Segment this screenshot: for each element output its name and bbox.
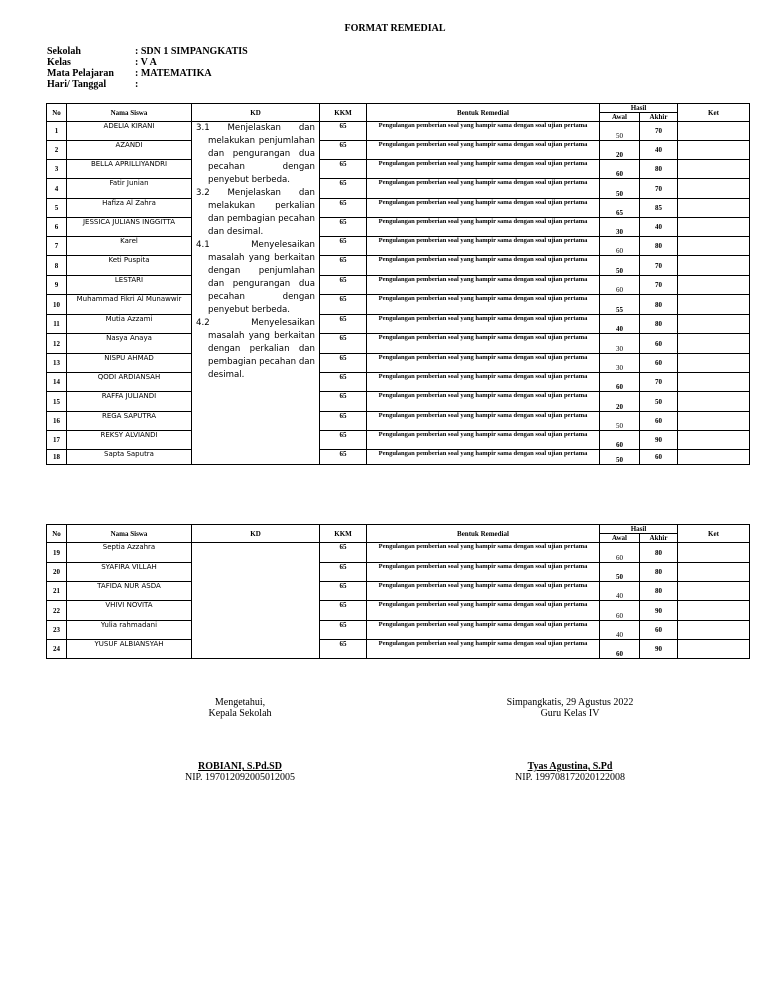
ket-cell	[678, 334, 750, 354]
score-akhir: 70	[640, 122, 678, 141]
student-name: AZANDI	[67, 141, 192, 160]
student-name: Mutia Azzami	[67, 315, 192, 334]
kd-item: 4.2 Menyelesaikan masalah yang berkaitan dengan perkalian dan pembagian pecahan dan desimal.	[196, 318, 315, 380]
table-row	[47, 276, 750, 295]
score-awal: 60	[600, 543, 640, 563]
ket-cell	[678, 601, 750, 621]
remedial-form: Pengulangan pemberian soal yang hampir sama dengan soal ujian pertama	[367, 160, 600, 179]
table-row	[47, 621, 750, 640]
row-no: 24	[47, 640, 67, 659]
remedial-form: Pengulangan pemberian soal yang hampir sama dengan soal ujian pertama	[367, 122, 600, 141]
sig-left-name: ROBIANI, S.Pd.SD	[198, 761, 282, 772]
kkm-value: 65	[320, 563, 367, 582]
row-no: 9	[47, 276, 67, 295]
row-no: 6	[47, 218, 67, 237]
score-akhir: 40	[640, 141, 678, 160]
ket-cell	[678, 621, 750, 640]
score-awal: 40	[600, 582, 640, 601]
signature-left	[160, 697, 320, 783]
row-no: 11	[47, 315, 67, 334]
ket-cell	[678, 199, 750, 218]
row-no: 20	[47, 563, 67, 582]
kkm-value: 65	[320, 256, 367, 276]
score-awal: 50	[600, 256, 640, 276]
header-hasil: Hasil	[600, 104, 678, 113]
score-awal: 50	[600, 122, 640, 141]
table-2-body	[47, 543, 750, 659]
remedial-form: Pengulangan pemberian soal yang hampir sama dengan soal ujian pertama	[367, 563, 600, 582]
kkm-value: 65	[320, 237, 367, 256]
score-awal: 60	[600, 237, 640, 256]
kd-item: 4.1 Menyelesaikan masalah yang berkaitan dengan penjumlahan dan pengurangan dua pecahan dengan penyebut berbeda.	[196, 240, 315, 315]
remedial-table-1	[46, 103, 750, 465]
row-no: 10	[47, 295, 67, 315]
remedial-table-2	[46, 524, 750, 659]
header-nama: Nama Siswa	[67, 525, 192, 543]
kkm-value: 65	[320, 179, 367, 199]
kkm-value: 65	[320, 315, 367, 334]
header-no: No	[47, 525, 67, 543]
row-no: 23	[47, 621, 67, 640]
ket-cell	[678, 640, 750, 659]
row-no: 16	[47, 412, 67, 431]
header-akhir: Akhir	[640, 534, 678, 543]
header-nama: Nama Siswa	[67, 104, 192, 122]
student-name: REGA SAPUTRA	[67, 412, 192, 431]
ket-cell	[678, 563, 750, 582]
ket-cell	[678, 412, 750, 431]
student-name: YUSUF ALBIANSYAH	[67, 640, 192, 659]
score-awal: 65	[600, 199, 640, 218]
row-no: 2	[47, 141, 67, 160]
kd-item: 3.2 Menjelaskan dan melakukan perkalian dan pembagian pecahan dan desimal.	[196, 188, 315, 237]
student-name: Muhammad Fikri Al Munawwir	[67, 295, 192, 315]
ket-cell	[678, 276, 750, 295]
score-akhir: 60	[640, 334, 678, 354]
kkm-value: 65	[320, 295, 367, 315]
table-row	[47, 179, 750, 199]
kkm-value: 65	[320, 218, 367, 237]
kkm-value: 65	[320, 601, 367, 621]
ket-cell	[678, 237, 750, 256]
score-awal: 50	[600, 450, 640, 465]
student-name: Nasya Anaya	[67, 334, 192, 354]
kkm-value: 65	[320, 160, 367, 179]
header-akhir: Akhir	[640, 113, 678, 122]
info-row-sekolah	[47, 46, 248, 57]
ket-cell	[678, 218, 750, 237]
kd-cell	[192, 122, 320, 465]
table-row	[47, 354, 750, 373]
kkm-value: 65	[320, 122, 367, 141]
header-ket: Ket	[678, 525, 750, 543]
sig-left-nip: NIP. 197012092005012005	[184, 772, 295, 783]
table-row	[47, 237, 750, 256]
table-row	[47, 543, 750, 563]
table-row	[47, 160, 750, 179]
kkm-value: 65	[320, 276, 367, 295]
remedial-form: Pengulangan pemberian soal yang hampir sama dengan soal ujian pertama	[367, 373, 600, 392]
student-name: SYAFIRA VILLAH	[67, 563, 192, 582]
score-awal: 30	[600, 334, 640, 354]
kkm-value: 65	[320, 621, 367, 640]
score-awal: 50	[600, 412, 640, 431]
score-akhir: 70	[640, 276, 678, 295]
student-name: Karel	[67, 237, 192, 256]
student-name: Hafiza Al Zahra	[67, 199, 192, 218]
student-name: NISPU AHMAD	[67, 354, 192, 373]
info-row-mapel	[47, 68, 248, 79]
score-akhir: 80	[640, 237, 678, 256]
table-row	[47, 450, 750, 465]
row-no: 5	[47, 199, 67, 218]
student-name: JESSICA JULIANS INGGITTA	[67, 218, 192, 237]
score-awal: 60	[600, 640, 640, 659]
score-akhir: 80	[640, 543, 678, 563]
remedial-form: Pengulangan pemberian soal yang hampir sama dengan soal ujian pertama	[367, 295, 600, 315]
score-akhir: 90	[640, 431, 678, 450]
ket-cell	[678, 543, 750, 563]
ket-cell	[678, 160, 750, 179]
student-name: Keti Puspita	[67, 256, 192, 276]
info-row-kelas	[47, 57, 248, 68]
row-no: 3	[47, 160, 67, 179]
remedial-form: Pengulangan pemberian soal yang hampir sama dengan soal ujian pertama	[367, 450, 600, 465]
score-akhir: 50	[640, 392, 678, 412]
header-kd: KD	[192, 525, 320, 543]
score-akhir: 60	[640, 450, 678, 465]
row-no: 1	[47, 122, 67, 141]
remedial-form: Pengulangan pemberian soal yang hampir sama dengan soal ujian pertama	[367, 179, 600, 199]
score-awal: 60	[600, 276, 640, 295]
remedial-form: Pengulangan pemberian soal yang hampir sama dengan soal ujian pertama	[367, 412, 600, 431]
sig-right-nip: NIP. 199708172020122008	[514, 772, 625, 783]
table-row	[47, 295, 750, 315]
ket-cell	[678, 582, 750, 601]
student-name: Septia Azzahra	[67, 543, 192, 563]
header-ket: Ket	[678, 104, 750, 122]
score-awal: 60	[600, 160, 640, 179]
kd-item: 3.1 Menjelaskan dan melakukan penjumlahan dan pengurangan dua pecahan dengan penyebut berbeda.	[196, 123, 315, 185]
kkm-value: 65	[320, 354, 367, 373]
remedial-form: Pengulangan pemberian soal yang hampir sama dengan soal ujian pertama	[367, 141, 600, 160]
score-awal: 40	[600, 621, 640, 640]
ket-cell	[678, 450, 750, 465]
kkm-value: 65	[320, 431, 367, 450]
remedial-form: Pengulangan pemberian soal yang hampir sama dengan soal ujian pertama	[367, 276, 600, 295]
table-row	[47, 122, 750, 141]
row-no: 14	[47, 373, 67, 392]
ket-cell	[678, 392, 750, 412]
table-row	[47, 218, 750, 237]
score-akhir: 60	[640, 621, 678, 640]
table-row	[47, 582, 750, 601]
kkm-value: 65	[320, 373, 367, 392]
ket-cell	[678, 354, 750, 373]
kkm-value: 65	[320, 199, 367, 218]
info-row-tanggal	[47, 79, 248, 90]
score-akhir: 70	[640, 179, 678, 199]
score-akhir: 80	[640, 315, 678, 334]
score-akhir: 85	[640, 199, 678, 218]
sig-right-line2: Guru Kelas IV	[540, 708, 600, 719]
student-name: Yulia rahmadani	[67, 621, 192, 640]
ket-cell	[678, 141, 750, 160]
info-value: :	[135, 79, 139, 90]
info-block	[47, 46, 248, 90]
table-row	[47, 256, 750, 276]
table-row	[47, 601, 750, 621]
remedial-form: Pengulangan pemberian soal yang hampir sama dengan soal ujian pertama	[367, 354, 600, 373]
row-no: 7	[47, 237, 67, 256]
score-akhir: 60	[640, 412, 678, 431]
table-row	[47, 141, 750, 160]
table-row	[47, 315, 750, 334]
score-akhir: 60	[640, 354, 678, 373]
header-no: No	[47, 104, 67, 122]
score-akhir: 80	[640, 582, 678, 601]
row-no: 4	[47, 179, 67, 199]
row-no: 12	[47, 334, 67, 354]
info-label: Mata Pelajaran	[47, 68, 114, 79]
row-no: 22	[47, 601, 67, 621]
sig-left-line1: Mengetahui,	[214, 697, 266, 708]
header-hasil: Hasil	[600, 525, 678, 534]
score-awal: 30	[600, 354, 640, 373]
table-row	[47, 412, 750, 431]
remedial-form: Pengulangan pemberian soal yang hampir sama dengan soal ujian pertama	[367, 334, 600, 354]
score-awal: 60	[600, 431, 640, 450]
remedial-form: Pengulangan pemberian soal yang hampir sama dengan soal ujian pertama	[367, 199, 600, 218]
ket-cell	[678, 315, 750, 334]
kd-cell	[192, 543, 320, 659]
table-row	[47, 392, 750, 412]
table-row	[47, 373, 750, 392]
remedial-form: Pengulangan pemberian soal yang hampir sama dengan soal ujian pertama	[367, 315, 600, 334]
header-kkm: KKM	[320, 104, 367, 122]
ket-cell	[678, 373, 750, 392]
remedial-form: Pengulangan pemberian soal yang hampir sama dengan soal ujian pertama	[367, 640, 600, 659]
student-name: QODI ARDIANSAH	[67, 373, 192, 392]
header-bentuk: Bentuk Remedial	[367, 525, 600, 543]
remedial-form: Pengulangan pemberian soal yang hampir sama dengan soal ujian pertama	[367, 621, 600, 640]
score-akhir: 80	[640, 295, 678, 315]
row-no: 13	[47, 354, 67, 373]
row-no: 15	[47, 392, 67, 412]
header-kd: KD	[192, 104, 320, 122]
score-awal: 55	[600, 295, 640, 315]
ket-cell	[678, 256, 750, 276]
score-akhir: 70	[640, 256, 678, 276]
remedial-form: Pengulangan pemberian soal yang hampir sama dengan soal ujian pertama	[367, 601, 600, 621]
score-awal: 50	[600, 563, 640, 582]
score-awal: 20	[600, 392, 640, 412]
row-no: 18	[47, 450, 67, 465]
kkm-value: 65	[320, 141, 367, 160]
row-no: 21	[47, 582, 67, 601]
student-name: Sapta Saputra	[67, 450, 192, 465]
remedial-form: Pengulangan pemberian soal yang hampir sama dengan soal ujian pertama	[367, 431, 600, 450]
kkm-value: 65	[320, 334, 367, 354]
kkm-value: 65	[320, 412, 367, 431]
remedial-form: Pengulangan pemberian soal yang hampir sama dengan soal ujian pertama	[367, 582, 600, 601]
kkm-value: 65	[320, 582, 367, 601]
score-akhir: 70	[640, 373, 678, 392]
student-name: BELLA APRILLIYANDRI	[67, 160, 192, 179]
sig-right-name: Tyas Agustina, S.Pd	[527, 761, 613, 772]
ket-cell	[678, 295, 750, 315]
table-row	[47, 199, 750, 218]
score-awal: 40	[600, 315, 640, 334]
table-row	[47, 431, 750, 450]
kkm-value: 65	[320, 450, 367, 465]
header-bentuk: Bentuk Remedial	[367, 104, 600, 122]
remedial-form: Pengulangan pemberian soal yang hampir sama dengan soal ujian pertama	[367, 543, 600, 563]
info-value: : V A	[135, 57, 157, 68]
ket-cell	[678, 179, 750, 199]
remedial-form: Pengulangan pemberian soal yang hampir sama dengan soal ujian pertama	[367, 237, 600, 256]
kkm-value: 65	[320, 640, 367, 659]
table-row	[47, 563, 750, 582]
student-name: LESTARI	[67, 276, 192, 295]
score-akhir: 80	[640, 563, 678, 582]
score-awal: 30	[600, 218, 640, 237]
kkm-value: 65	[320, 543, 367, 563]
info-value: : MATEMATIKA	[135, 68, 212, 79]
score-akhir: 90	[640, 601, 678, 621]
score-awal: 50	[600, 179, 640, 199]
document-title: FORMAT REMEDIAL	[344, 23, 446, 34]
table-row	[47, 640, 750, 659]
student-name: RAFFA JULIANDI	[67, 392, 192, 412]
kd-list	[192, 122, 319, 382]
info-label: Sekolah	[47, 46, 81, 57]
header-kkm: KKM	[320, 525, 367, 543]
info-label: Kelas	[47, 57, 71, 68]
table-row	[47, 334, 750, 354]
student-name: VHIVI NOVITA	[67, 601, 192, 621]
remedial-form: Pengulangan pemberian soal yang hampir sama dengan soal ujian pertama	[367, 256, 600, 276]
signature-right	[470, 697, 670, 783]
student-name: REKSY ALVIANDI	[67, 431, 192, 450]
remedial-form: Pengulangan pemberian soal yang hampir sama dengan soal ujian pertama	[367, 392, 600, 412]
header-awal: Awal	[600, 534, 640, 543]
student-name: ADELIA KIRANI	[67, 122, 192, 141]
score-awal: 60	[600, 601, 640, 621]
ket-cell	[678, 431, 750, 450]
score-awal: 20	[600, 141, 640, 160]
sig-right-line1: Simpangkatis, 29 Agustus 2022	[506, 697, 634, 708]
score-akhir: 40	[640, 218, 678, 237]
student-name: TAFIDA NUR ASDA	[67, 582, 192, 601]
sig-left-line2: Kepala Sekolah	[208, 708, 272, 719]
ket-cell	[678, 122, 750, 141]
row-no: 19	[47, 543, 67, 563]
info-label: Hari/ Tanggal	[47, 79, 107, 90]
remedial-form: Pengulangan pemberian soal yang hampir sama dengan soal ujian pertama	[367, 218, 600, 237]
row-no: 8	[47, 256, 67, 276]
student-name: Fatir Junian	[67, 179, 192, 199]
info-value: : SDN 1 SIMPANGKATIS	[135, 46, 248, 57]
row-no: 17	[47, 431, 67, 450]
kkm-value: 65	[320, 392, 367, 412]
score-akhir: 90	[640, 640, 678, 659]
table-1-body	[47, 122, 750, 465]
score-awal: 60	[600, 373, 640, 392]
score-akhir: 80	[640, 160, 678, 179]
header-awal: Awal	[600, 113, 640, 122]
